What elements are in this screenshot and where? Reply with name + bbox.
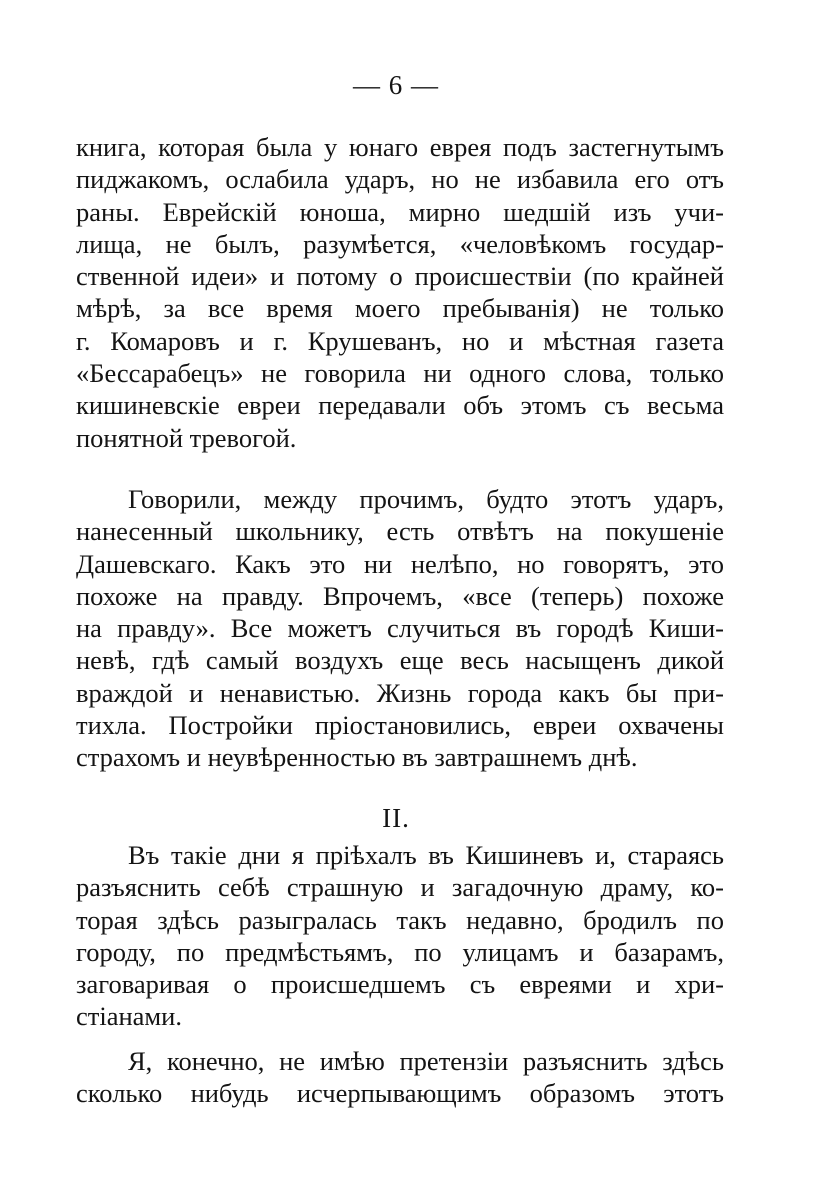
text-line: городу, по предмѣстьямъ, по улицамъ и базарамъ,: [76, 936, 724, 967]
text-line: «Бессарабецъ» не говорила ни одного слова, только: [76, 358, 724, 389]
text-line: сколько нибудь исчерпывающимъ образомъ этотъ: [76, 1078, 724, 1109]
text-line: враждой и ненавистью. Жизнь города какъ бы при-: [76, 677, 724, 708]
text-line: страхомъ и неувѣренностью въ завтрашнемъ днѣ.: [76, 742, 638, 773]
text-line: кишиневскіе евреи передавали объ этомъ съ весьма: [76, 390, 724, 421]
text-line: торая здѣсь разыгралась такъ недавно, бродилъ по: [76, 904, 724, 935]
text-line: разъяснить себѣ страшную и загадочную драму, ко-: [76, 872, 724, 903]
text-line: Я, конечно, не имѣю претензіи разъяснить здѣсь: [128, 1046, 724, 1076]
text-line: Говорили, между прочимъ, будто этотъ ударъ,: [128, 484, 724, 514]
text-line: невѣ, гдѣ самый воздухъ еще весь насыщенъ дикой: [76, 645, 724, 676]
text-line: тихла. Постройки пріостановились, евреи охвачены: [76, 710, 724, 741]
text-line: г. Комаровъ и г. Крушеванъ, но и мѣстная газета: [76, 325, 724, 356]
text-line: Въ такіе дни я пріѣхалъ въ Кишиневъ и, стараясь: [128, 840, 724, 870]
text-line: книга, которая была у юнаго еврея подъ застегнутымъ: [76, 132, 724, 162]
text-line: на правду». Все можетъ случиться въ городѣ Киши-: [76, 613, 724, 644]
text-line: заговаривая о происшедшемъ съ евреями и хри-: [76, 969, 724, 1000]
section-heading: II.: [382, 803, 410, 833]
paragraph-1: [76, 131, 724, 454]
text-line: нанесенный школьнику, есть отвѣтъ на покушеніе: [76, 516, 724, 547]
text-line: раны. Еврейскій юноша, мирно шедшій изъ учи-: [76, 196, 724, 227]
text-line: мѣрѣ, за все время моего пребыванія) не только: [76, 293, 724, 324]
text-line: Дашевскаго. Какъ это ни нелѣпо, но говорятъ, это: [76, 548, 724, 579]
text-line: стіанами.: [76, 1001, 182, 1032]
text-line: пиджакомъ, ослабила ударъ, но не избавила его отъ: [76, 164, 724, 195]
text-line: понятной тревогой.: [76, 422, 297, 453]
paragraph-3: [76, 839, 724, 1033]
text-line: похоже на правду. Впрочемъ, «все (теперь) похоже: [76, 580, 724, 611]
page-number: — 6 —: [353, 70, 439, 100]
text-line: лища, не былъ, разумѣется, «человѣкомъ государ-: [76, 228, 724, 259]
paragraph-4: [76, 1045, 724, 1110]
text-line: ственной идеи» и потому о происшествіи (по крайней: [76, 261, 724, 292]
paragraph-2: [76, 483, 724, 774]
